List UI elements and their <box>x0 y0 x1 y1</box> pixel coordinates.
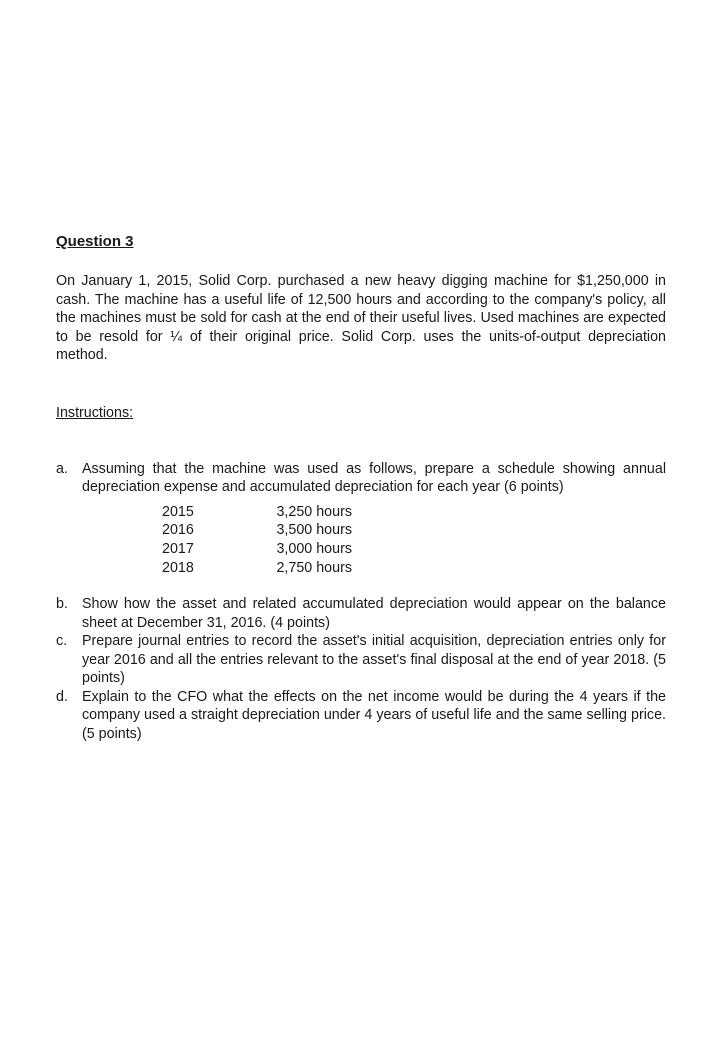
usage-year: 2017 <box>162 540 194 557</box>
item-text: Prepare journal entries to record the asset's initial acquisition, depreciation entries only for year 2016 and all the entries relevant to the asset's final disposal at the end of year 2018. (5 points) <box>82 633 666 687</box>
table-row <box>162 540 352 559</box>
item-marker: a. <box>56 460 68 477</box>
usage-year: 2018 <box>162 559 194 576</box>
usage-hours: 3,500 hours <box>276 522 352 539</box>
instruction-item-d <box>56 688 666 744</box>
item-marker: c. <box>56 633 68 650</box>
table-row <box>162 503 352 522</box>
document-page <box>56 232 666 743</box>
item-marker: b. <box>56 596 68 613</box>
item-text: Assuming that the machine was used as follows, prepare a schedule showing annual depreciation expense and accumulated depreciation for each year (6 points) <box>82 460 666 495</box>
usage-year: 2015 <box>162 503 194 520</box>
usage-year: 2016 <box>162 522 194 539</box>
item-text: Explain to the CFO what the effects on the net income would be during the 4 years if the company used a straight depreciation under 4 years of useful life and the same selling price. (5 points) <box>82 688 666 742</box>
instruction-item-a <box>56 460 666 578</box>
question-intro: On January 1, 2015, Solid Corp. purchased a new heavy digging machine for $1,250,000 in cash. The machine has a useful life of 12,500 hours and according to the company's policy, all the machines must be sold for cash at the end of their useful lives. Used machines are expected to be resold for ¼ of their original price. Solid Corp. uses the units-of-output depreciation method. <box>56 273 666 363</box>
usage-hours: 2,750 hours <box>276 559 352 576</box>
instructions-list <box>56 460 666 744</box>
usage-table <box>162 503 352 578</box>
table-row <box>162 559 352 578</box>
question-title: Question 3 <box>56 233 134 250</box>
instruction-item-c <box>56 632 666 688</box>
usage-hours: 3,000 hours <box>276 540 352 557</box>
item-text: Show how the asset and related accumulated depreciation would appear on the balance sheet at December 31, 2016. (4 points) <box>82 596 666 631</box>
item-marker: d. <box>56 688 68 705</box>
table-row <box>162 521 352 540</box>
usage-hours: 3,250 hours <box>276 503 352 520</box>
instructions-heading: Instructions: <box>56 404 134 421</box>
instruction-item-b <box>56 595 666 632</box>
